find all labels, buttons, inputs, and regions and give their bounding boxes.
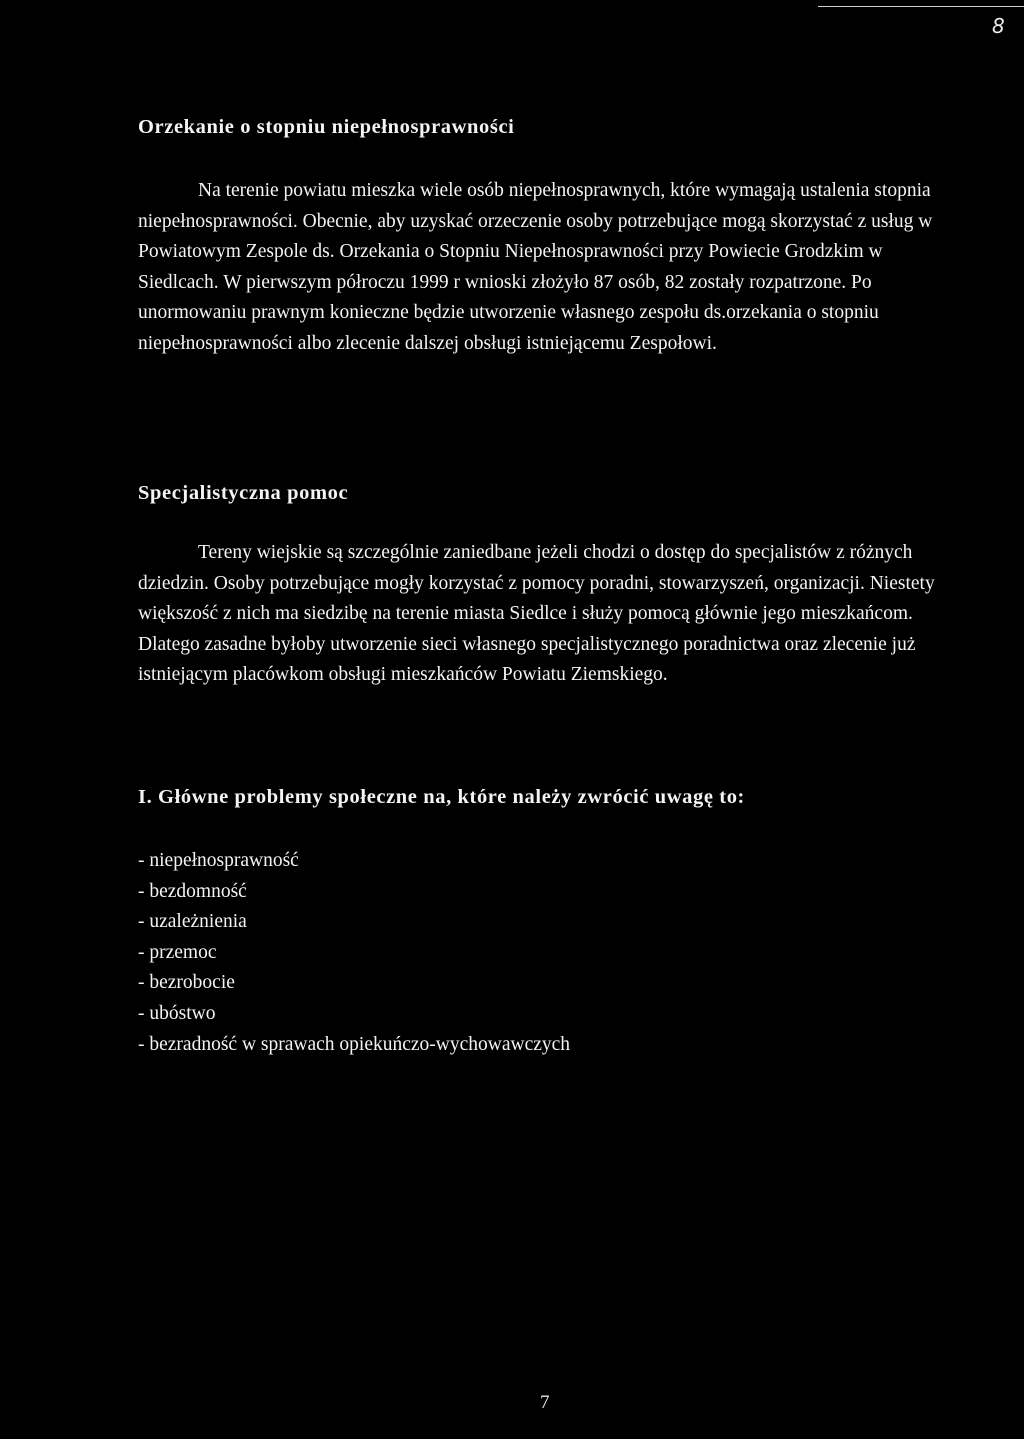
corner-page-number: 8 xyxy=(992,14,1005,38)
top-rule xyxy=(818,6,1024,7)
list-item: - bezrobocie xyxy=(138,972,235,994)
problems-list xyxy=(138,846,570,1060)
list-item: - bezdomność xyxy=(138,880,247,902)
section-heading-specjalistyczna: Specjalistyczna pomoc xyxy=(138,482,349,504)
section-heading-orzekanie: Orzekanie o stopniu niepełnosprawności xyxy=(138,116,515,138)
list-item: - bezradność w sprawach opiekuńczo-wychowawczych xyxy=(138,1033,571,1055)
list-item: - przemoc xyxy=(138,941,217,963)
list-item: - ubóstwo xyxy=(138,1002,216,1024)
section-body-specjalistyczna-text: Tereny wiejskie są szczególnie zaniedbane jeżeli chodzi o dostęp do specjalistów z różnych dziedzin. Osoby potrzebujące mogły korzystać z pomocy poradni, stowarzyszeń, organizacji. Niestety większość z nich ma siedzibę na terenie miasta Siedlce i służy pomocą głównie jego mieszkańcom. Dlatego zasadne byłoby utworzenie sieci własnego specjalistycznego poradnictwa oraz zlecenie już istniejącym placówkom obsługi mieszkańców Powiatu Ziemskiego. xyxy=(138,542,935,686)
section-body-orzekanie-text: Na terenie powiatu mieszka wiele osób niepełnosprawnych, które wymagają ustalenia stopnia niepełnosprawności. Obecnie, aby uzyskać orzeczenie osoby potrzebujące mogą skorzystać z usług w Powiatowym Zespole ds. Orzekania o Stopniu Niepełnosprawności przy Powiecie Grodzkim w Siedlcach. W pierwszym półroczu 1999 r wnioski złożyło 87 osób, 82 zostały rozpatrzone. Po unormowaniu prawnym konieczne będzie utworzenie własnego zespołu ds.orzekania o stopniu niepełnosprawności albo zlecenie dalszej obsługi istniejącemu Zespołowi. xyxy=(138,180,933,354)
problems-heading: I. Główne problemy społeczne na, które należy zwrócić uwagę to: xyxy=(138,786,745,808)
list-item: - niepełnosprawność xyxy=(138,850,299,871)
section-body-orzekanie xyxy=(138,176,938,360)
page-number: 7 xyxy=(540,1392,550,1413)
section-body-specjalistyczna xyxy=(138,538,938,691)
list-item: - uzależnienia xyxy=(138,911,247,933)
